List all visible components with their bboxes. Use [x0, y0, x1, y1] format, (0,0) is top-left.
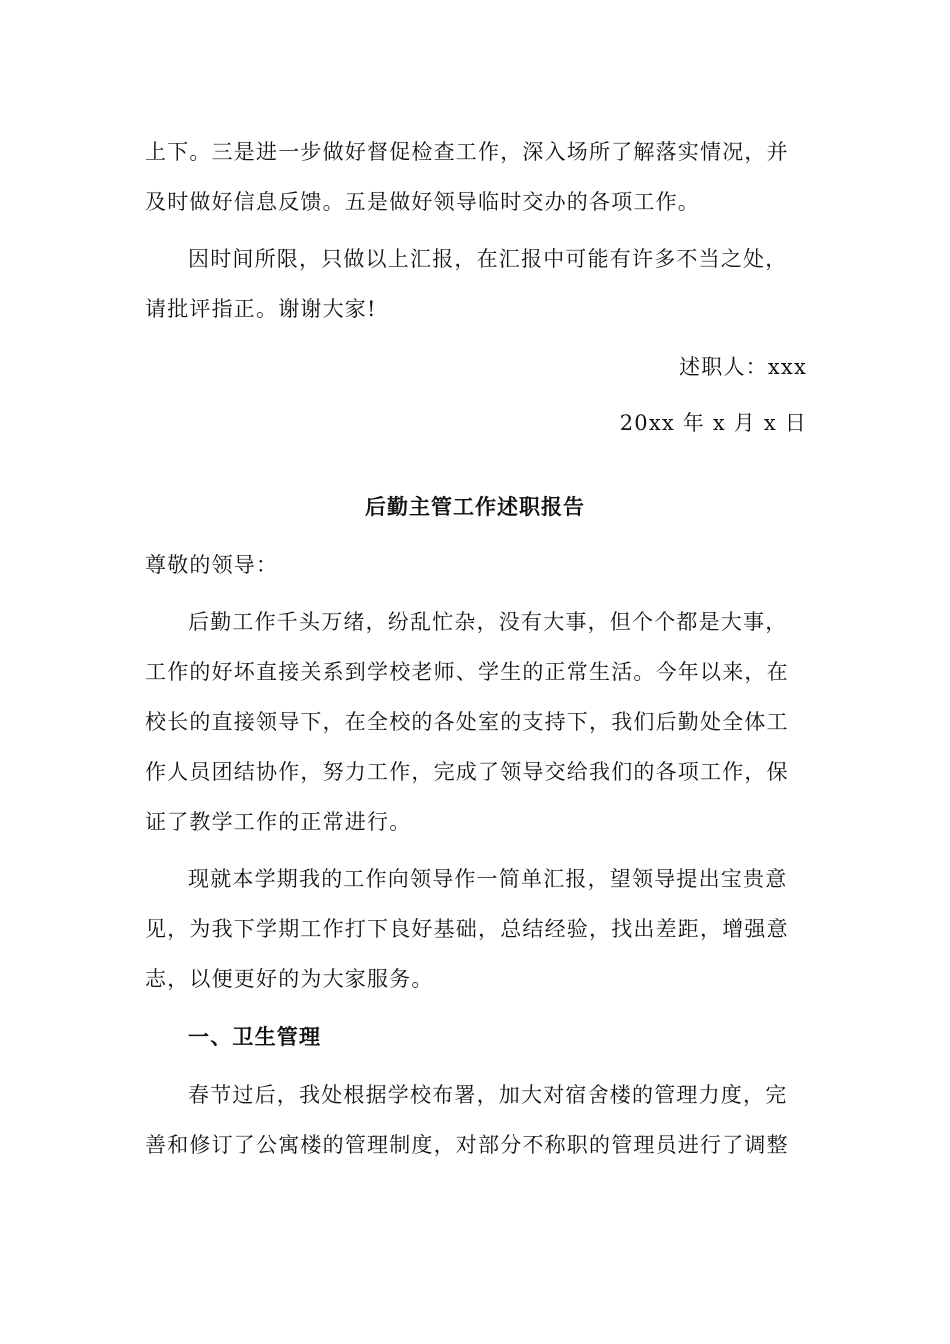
text-line: 校长的直接领导下，在全校的各处室的支持下，我们后勤处全体工 — [145, 710, 789, 734]
text-line: 春节过后，我处根据学校布署，加大对宿舍楼的管理力度，完 — [188, 1083, 788, 1107]
text-line: 证了教学工作的正常进行。 — [145, 810, 412, 834]
text-line: 工作的好坏直接关系到学校老师、学生的正常生活。今年以来，在 — [145, 660, 789, 684]
report-title: 后勤主管工作述职报告 — [365, 495, 585, 519]
text-line: 善和修订了公寓楼的管理制度，对部分不称职的管理员进行了调整 — [145, 1133, 789, 1157]
section-heading: 一、卫生管理 — [188, 1025, 322, 1049]
text-line: 志，以便更好的为大家服务。 — [145, 967, 434, 991]
text-line: 因时间所限，只做以上汇报，在汇报中可能有许多不当之处， — [188, 247, 788, 271]
salutation: 尊敬的领导： — [145, 553, 279, 577]
text-line: 现就本学期我的工作向领导作一简单汇报，望领导提出宝贵意 — [188, 867, 788, 891]
text-line: 上下。三是进一步做好督促检查工作，深入场所了解落实情况，并 — [145, 140, 789, 164]
text-line: 作人员团结协作，努力工作，完成了领导交给我们的各项工作，保 — [145, 760, 789, 784]
text-line: 后勤工作千头万绪，纷乱忙杂，没有大事，但个个都是大事， — [188, 610, 788, 634]
signature-date: 20xx 年 x 月 x 日 — [619, 411, 807, 435]
reporter-signature: 述职人：xxx — [679, 355, 807, 379]
text-line: 见，为我下学期工作打下良好基础，总结经验，找出差距，增强意 — [145, 917, 789, 941]
text-line: 及时做好信息反馈。五是做好领导临时交办的各项工作。 — [145, 190, 700, 214]
text-line: 请批评指正。谢谢大家! — [145, 297, 377, 321]
